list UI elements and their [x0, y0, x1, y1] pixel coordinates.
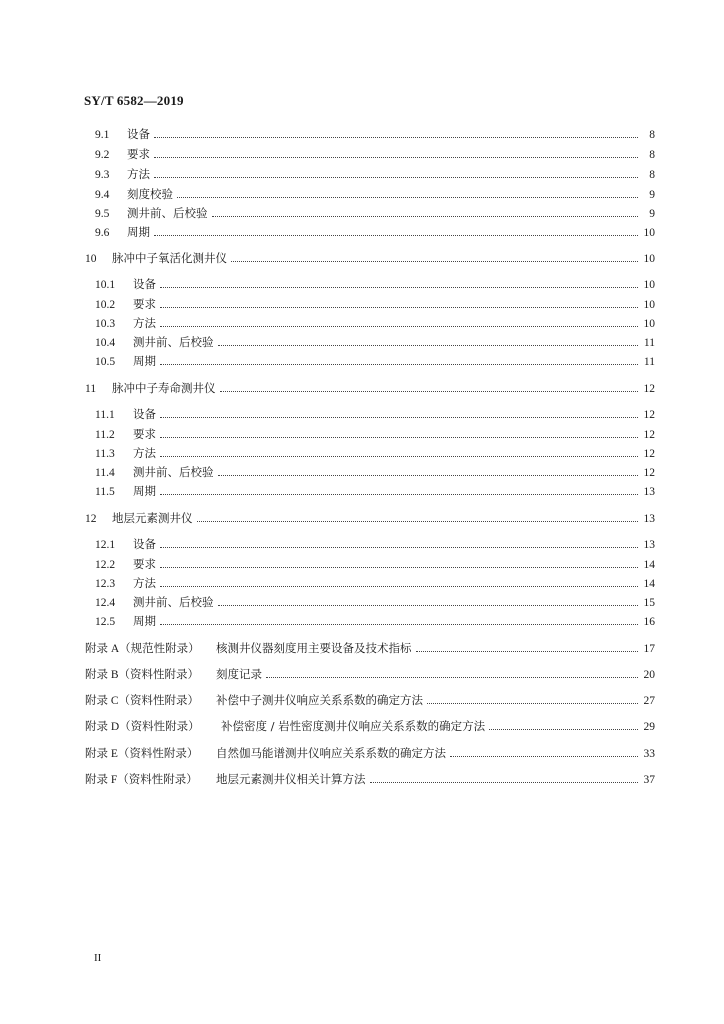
toc-number: 附录 B（资料性附录）: [85, 669, 200, 681]
toc-title: 方法: [133, 316, 156, 330]
dot-leader: [160, 363, 638, 365]
dot-leader: [154, 234, 638, 236]
toc-title: 测井前、后校验: [127, 206, 208, 220]
toc-number: 10.5: [95, 356, 116, 368]
toc-entry-9-2[interactable]: [95, 147, 655, 162]
toc-entry-10-2[interactable]: [95, 297, 655, 312]
toc-page: 16: [643, 616, 655, 628]
toc-title: 设备: [133, 537, 156, 551]
dot-leader: [160, 623, 638, 625]
toc-number: 11.1: [95, 409, 115, 421]
toc-page: 13: [643, 486, 655, 498]
toc-chapter-12[interactable]: [85, 511, 655, 526]
toc-number: 12.5: [95, 616, 116, 628]
toc-entry-12-3[interactable]: [95, 576, 655, 591]
toc-page: 37: [643, 774, 655, 786]
toc-entry-9-5[interactable]: [95, 206, 655, 221]
page-number: II: [94, 952, 102, 964]
toc-number: 11.2: [95, 429, 115, 441]
toc-page: 14: [643, 559, 655, 571]
toc-number: 10: [85, 253, 97, 265]
dot-leader: [218, 344, 639, 346]
dot-leader: [160, 416, 638, 418]
toc-number: 9.1: [95, 129, 110, 141]
dot-leader: [197, 520, 639, 522]
toc-page: 27: [643, 695, 655, 707]
dot-leader: [489, 728, 638, 730]
toc-title: 测井前、后校验: [133, 465, 214, 479]
toc-number: 11.5: [95, 486, 115, 498]
toc-title: 补偿中子测井仪响应关系系数的确定方法: [216, 693, 423, 707]
toc-title: 设备: [133, 277, 156, 291]
toc-chapter-11[interactable]: [85, 381, 655, 396]
dot-leader: [154, 156, 638, 158]
toc-number: 12.4: [95, 597, 116, 609]
toc-number: 附录 C（资料性附录）: [85, 695, 200, 707]
toc-page: 11: [643, 356, 655, 368]
toc-title: 设备: [133, 407, 156, 421]
dot-leader: [231, 260, 638, 262]
toc-title: 周期: [133, 354, 156, 368]
toc-number: 12.2: [95, 559, 116, 571]
toc-page: 8: [649, 149, 655, 161]
toc-page: 11: [643, 337, 655, 349]
document-code: SY/T 6582—2019: [84, 93, 184, 108]
toc-page: 12: [643, 383, 655, 395]
toc-number: 10.4: [95, 337, 116, 349]
toc-title: 测井前、后校验: [133, 595, 214, 609]
toc-entry-9-3[interactable]: [95, 167, 655, 182]
toc-number: 12: [85, 513, 97, 525]
toc-entry-10-5[interactable]: [95, 354, 655, 369]
toc-entry-12-2[interactable]: [95, 557, 655, 572]
toc-entry-11-2[interactable]: [95, 427, 655, 442]
toc-number: 附录 F（资料性附录）: [85, 774, 198, 786]
toc-page: 8: [649, 129, 655, 141]
toc-number: 12.3: [95, 578, 116, 590]
toc-number: 11: [85, 383, 97, 395]
toc-entry-12-5[interactable]: [95, 614, 655, 629]
toc-title: 自然伽马能谱测井仪响应关系系数的确定方法: [216, 746, 446, 760]
dot-leader: [154, 176, 638, 178]
toc-page: 12: [643, 467, 655, 479]
toc-entry-12-1[interactable]: [95, 537, 655, 552]
toc-page: 33: [643, 748, 655, 760]
toc-number: 9.2: [95, 149, 110, 161]
dot-leader: [160, 566, 638, 568]
dot-leader: [177, 196, 638, 198]
toc-title: 地层元素测井仪: [112, 511, 193, 525]
toc-title: 要求: [133, 557, 156, 571]
dot-leader: [160, 546, 638, 548]
dot-leader: [212, 215, 639, 217]
toc-page: 9: [649, 208, 655, 220]
dot-leader: [218, 604, 639, 606]
toc-number: 附录 E（资料性附录）: [85, 748, 199, 760]
toc-title: 方法: [133, 446, 156, 460]
toc-appendix-b[interactable]: [85, 667, 655, 682]
dot-leader: [160, 455, 638, 457]
toc-title: 设备: [127, 127, 150, 141]
toc-number: 11.3: [95, 448, 115, 460]
toc-title: 刻度校验: [127, 187, 173, 201]
toc-entry-9-4[interactable]: [95, 187, 655, 202]
toc-entry-10-1[interactable]: [95, 277, 655, 292]
toc-appendix-d[interactable]: [85, 719, 655, 734]
toc-page: 13: [643, 539, 655, 551]
toc-title: 脉冲中子氧活化测井仪: [112, 251, 227, 265]
dot-leader: [220, 390, 639, 392]
toc-entry-11-1[interactable]: [95, 407, 655, 422]
toc-entry-12-4[interactable]: [95, 595, 655, 610]
toc-title: 脉冲中子寿命测井仪: [112, 381, 216, 395]
toc-page: 10: [643, 318, 655, 330]
toc-page: 14: [643, 578, 655, 590]
toc-title: 要求: [133, 297, 156, 311]
toc-page: 9: [649, 189, 655, 201]
toc-title: 刻度记录: [216, 667, 262, 681]
toc-page: 15: [643, 597, 655, 609]
toc-title: 周期: [133, 614, 156, 628]
dot-leader: [160, 436, 638, 438]
toc-number: 10.2: [95, 299, 116, 311]
toc-number: 9.4: [95, 189, 110, 201]
toc-title: 要求: [127, 147, 150, 161]
toc-number: 9.5: [95, 208, 110, 220]
toc-chapter-10[interactable]: [85, 251, 655, 266]
toc-page: 10: [643, 253, 655, 265]
dot-leader: [160, 306, 638, 308]
toc-entry-11-3[interactable]: [95, 446, 655, 461]
toc-entry-11-4[interactable]: [95, 465, 655, 480]
toc-number: 附录 A（规范性附录）: [85, 643, 200, 655]
toc-number: 9.6: [95, 227, 110, 239]
toc-title: 方法: [127, 167, 150, 181]
toc-title: 地层元素测井仪相关计算方法: [216, 772, 366, 786]
toc-appendix-f[interactable]: [85, 772, 655, 787]
toc-title: 测井前、后校验: [133, 335, 214, 349]
toc-entry-11-5[interactable]: [95, 484, 655, 499]
toc-number: 12.1: [95, 539, 116, 551]
toc-page: 12: [643, 429, 655, 441]
toc-title: 要求: [133, 427, 156, 441]
toc-page: 8: [649, 169, 655, 181]
toc-page: 29: [643, 721, 655, 733]
toc-number: 10.3: [95, 318, 116, 330]
toc-title: 补偿密度 / 岩性密度测井仪响应关系系数的确定方法: [221, 719, 486, 733]
dot-leader: [160, 325, 638, 327]
toc-page: 13: [643, 513, 655, 525]
dot-leader: [160, 286, 638, 288]
toc-page: 17: [643, 643, 655, 655]
toc-title: 周期: [133, 484, 156, 498]
toc-title: 方法: [133, 576, 156, 590]
toc-page: 20: [643, 669, 655, 681]
toc-page: 12: [643, 409, 655, 421]
toc-entry-10-3[interactable]: [95, 316, 655, 331]
toc-entry-10-4[interactable]: [95, 335, 655, 350]
toc-number: 附录 D（资料性附录）: [85, 721, 200, 733]
toc-page: 10: [643, 227, 655, 239]
dot-leader: [427, 702, 638, 704]
toc-appendix-e[interactable]: [85, 746, 655, 761]
dot-leader: [160, 493, 638, 495]
toc-number: 9.3: [95, 169, 110, 181]
toc-page: 10: [643, 299, 655, 311]
toc-number: 11.4: [95, 467, 115, 479]
dot-leader: [370, 781, 639, 783]
toc-page: 10: [643, 279, 655, 291]
dot-leader: [416, 650, 639, 652]
toc-title: 周期: [127, 225, 150, 239]
toc-page: 12: [643, 448, 655, 460]
toc-appendix-a[interactable]: [85, 641, 655, 656]
toc-number: 10.1: [95, 279, 116, 291]
dot-leader: [160, 585, 638, 587]
toc-entry-9-1[interactable]: [95, 127, 655, 142]
dot-leader: [266, 676, 638, 678]
dot-leader: [450, 755, 638, 757]
dot-leader: [218, 474, 639, 476]
toc-appendix-c[interactable]: [85, 693, 655, 708]
toc-title: 核测井仪器刻度用主要设备及技术指标: [216, 641, 412, 655]
toc-entry-9-6[interactable]: [95, 225, 655, 240]
dot-leader: [154, 136, 638, 138]
